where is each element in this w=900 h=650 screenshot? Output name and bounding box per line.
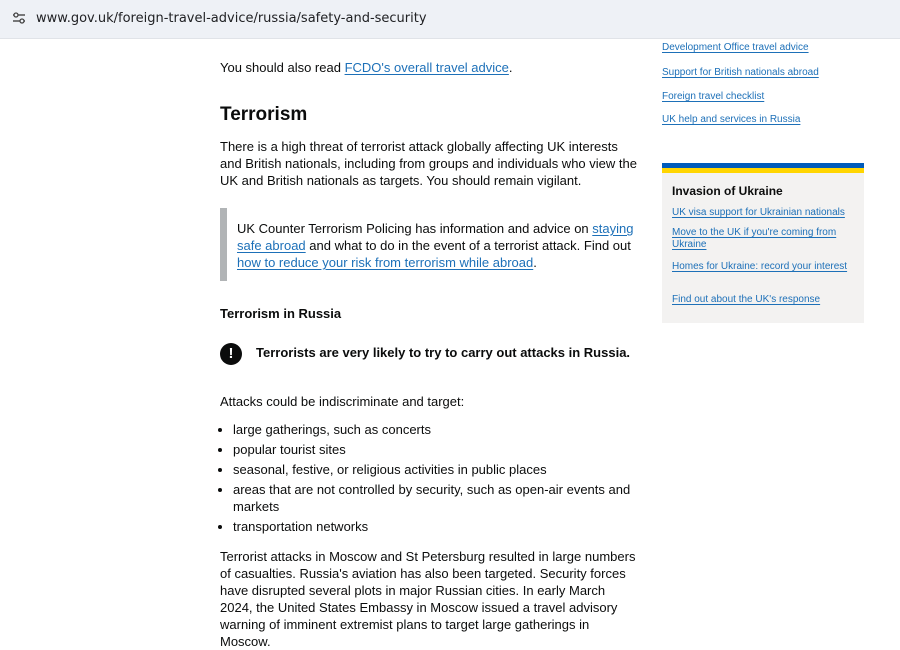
url-text[interactable]: www.gov.uk/foreign-travel-advice/russia/safety-and-security (36, 11, 427, 26)
inset-text-2: and what to do in the event of a terrorist attack. Find out (305, 238, 631, 253)
sidebar-link-fcdo-travel-advice[interactable]: Development Office travel advice (662, 42, 809, 53)
ukraine-link-move-to-uk[interactable]: Move to the UK if you're coming from Ukraine (672, 227, 837, 250)
warning-icon: ! (220, 343, 242, 365)
also-read-paragraph (220, 59, 513, 76)
sidebar-link-uk-help-russia[interactable]: UK help and services in Russia (662, 114, 801, 125)
also-read-suffix: . (508, 60, 513, 75)
attacks-intro: Attacks could be indiscriminate and target: (220, 394, 465, 409)
list-item: • transportation networks (233, 518, 633, 535)
inset-text-3: . (533, 255, 537, 270)
targets-list (220, 421, 633, 538)
fcdo-overall-advice-link[interactable]: FCDO's overall travel advice (344, 60, 509, 75)
sidebar-link-travel-checklist[interactable]: Foreign travel checklist (662, 91, 765, 102)
inset-text (220, 208, 640, 281)
terrorism-in-russia-heading: Terrorism in Russia (220, 306, 342, 321)
staying-safe-abroad-link[interactable]: staying safe abroad (237, 221, 634, 253)
list-item: • areas that are not controlled by security, such as open-air events and markets (233, 481, 633, 515)
site-settings-icon[interactable] (12, 11, 26, 25)
browser-address-bar[interactable] (0, 0, 900, 39)
list-item: • large gatherings, such as concerts (233, 421, 633, 438)
inset-text-1: UK Counter Terrorism Policing has information and advice on (237, 221, 593, 236)
attacks-paragraph: Terrorist attacks in Moscow and St Petersburg resulted in large numbers of casualties. Russia's aviation has also been targeted. Security forces have disrupted several plots in major Russian cities. In early March 2024, the United States Embassy in Moscow issued a travel advisory warning of imminent extremist plans to target large gatherings in Moscow. (220, 549, 636, 649)
warning-callout (220, 343, 640, 369)
warning-text: Terrorists are very likely to try to carry out attacks in Russia. (256, 345, 631, 360)
ukraine-box-title: Invasion of Ukraine (672, 184, 783, 198)
ukraine-flag-yellow-stripe (662, 168, 864, 173)
list-item: • seasonal, festive, or religious activities in public places (233, 461, 633, 478)
also-read-prefix: You should also read (220, 60, 345, 75)
list-item: • popular tourist sites (233, 441, 633, 458)
threat-paragraph: There is a high threat of terrorist attack globally affecting UK interests and British nationals, including from groups and individuals who view the UK and British nationals as targets. You should remain vigilant. (220, 139, 637, 188)
ukraine-callout-box (662, 163, 864, 323)
reduce-risk-link[interactable]: how to reduce your risk from terrorism while abroad (237, 255, 534, 270)
sidebar-link-support-british-nationals[interactable]: Support for British nationals abroad (662, 67, 819, 78)
ukraine-link-uk-response[interactable]: Find out about the UK's response (672, 294, 821, 305)
terrorism-heading: Terrorism (220, 104, 308, 125)
inset-paragraph (237, 220, 637, 271)
ukraine-link-visa-support[interactable]: UK visa support for Ukrainian nationals (672, 207, 845, 218)
ukraine-link-homes-for-ukraine[interactable]: Homes for Ukraine: record your interest (672, 261, 848, 272)
